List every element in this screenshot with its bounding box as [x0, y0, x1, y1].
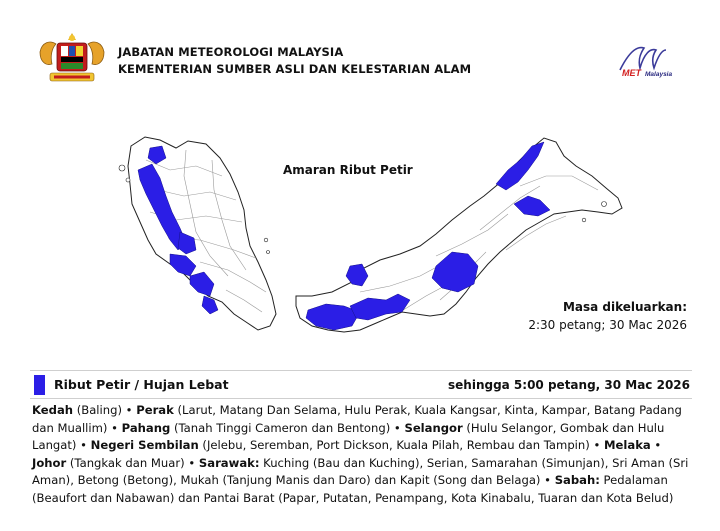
district-list: (Tanah Tinggi Cameron dan Bentong) [170, 420, 391, 435]
district-list: (Hulu Selangor, Gombak dan Hulu Langat) [32, 420, 665, 453]
state-name: Negeri Sembilan [90, 438, 199, 453]
agency-name [118, 44, 471, 78]
warning-swatch [34, 375, 45, 395]
district-list: Kuching (Bau dan Kuching), Serian, Samarahan (Simunjan), Sri Aman (Sri Aman), Betong (Betong), Mukah (Tanjung Manis dan Daro) dan Kapit (Song dan Belaga) [32, 455, 689, 488]
divider-top [30, 370, 692, 371]
valid-until: sehingga 5:00 petang, 30 Mac 2026 [448, 378, 690, 392]
state-name: Pahang [121, 420, 171, 435]
coat-of-arms-icon [32, 30, 112, 86]
state-name: Johor [32, 455, 67, 470]
issued-time-block [528, 298, 687, 334]
affected-areas: Kedah (Baling) • Perak (Larut, Matang Dan Selama, Hulu Perak, Kuala Kangsar, Kinta, Kampar, Batang Padang dan Muallim) • Pahang (Tanah Tinggi Cameron dan Bentong) • Selangor (Hulu Selangor, Gombak dan Hulu Langat) • Negeri Sembilan (Jelebu, Seremban, Port Dickson, Kuala Pilah, Rembau dan Tampin) • Melaka • Johor (Tangkak dan Muar) • Sarawak: Kuching (Bau dan Kuching), Serian, Samarahan (Simunjan), Sri Aman (Sri Aman), Betong (Betong), Mukah (Tanjung Manis dan Daro) dan Kapit (Song dan Belaga) • Sabah: Pedalaman (Beaufort dan Nabawan) dan Pantai Barat (Papar, Putatan, Penampang, Kota Kinabalu, Tuaran dan Kota Belud) [32, 403, 689, 505]
issued-label: Masa dikeluarkan: [562, 300, 687, 314]
legend-row [30, 374, 692, 396]
district-list: Pedalaman (Beaufort dan Nabawan) dan Pantai Barat (Papar, Putatan, Penampang, Kota Kinabalu, Tuaran dan Kota Belud) [32, 473, 674, 505]
map-title: Amaran Ribut Petir [283, 163, 413, 177]
met-malaysia-logo [610, 42, 690, 82]
agency-line-2: KEMENTERIAN SUMBER ASLI DAN KELESTARIAN ALAM [118, 62, 472, 76]
met-logo-country: Malaysia [645, 71, 673, 78]
state-name: Sabah: [554, 473, 600, 488]
divider-bottom [30, 398, 692, 399]
met-logo-text: MET [622, 68, 641, 78]
state-name: Sarawak: [198, 455, 260, 470]
district-list: (Larut, Matang Dan Selama, Hulu Perak, Kuala Kangsar, Kinta, Kampar, Batang Padang dan Muallim) [32, 403, 682, 435]
state-name: Perak [136, 403, 174, 417]
district-list: (Jelebu, Seremban, Port Dickson, Kuala Pilah, Rembau dan Tampin) [198, 438, 590, 453]
issued-time: 2:30 petang; 30 Mac 2026 [528, 318, 687, 332]
state-name: Selangor [404, 420, 463, 435]
state-name: Kedah [32, 403, 74, 417]
legend-label: Ribut Petir / Hujan Lebat [54, 377, 229, 392]
state-name: Melaka [604, 438, 651, 453]
district-list: (Tangkak dan Muar) [66, 455, 185, 470]
header [0, 0, 720, 95]
agency-line-1: JABATAN METEOROLOGI MALAYSIA [118, 45, 344, 59]
district-list: (Baling) [73, 403, 122, 417]
